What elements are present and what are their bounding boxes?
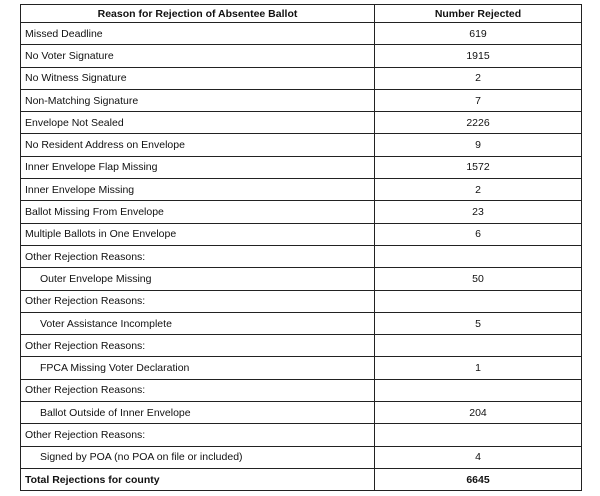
table-row bbox=[21, 156, 582, 178]
count-cell: 7 bbox=[375, 89, 582, 111]
count-cell: 1572 bbox=[375, 156, 582, 178]
table-row bbox=[21, 223, 582, 245]
count-cell: 2226 bbox=[375, 112, 582, 134]
table-row bbox=[21, 402, 582, 424]
count-cell: 2 bbox=[375, 67, 582, 89]
count-cell: 1 bbox=[375, 357, 582, 379]
reason-cell: No Witness Signature bbox=[21, 67, 375, 89]
reason-column-header: Reason for Rejection of Absentee Ballot bbox=[21, 5, 375, 23]
count-cell: 50 bbox=[375, 268, 582, 290]
table-row bbox=[21, 201, 582, 223]
count-cell: 23 bbox=[375, 201, 582, 223]
reason-cell: Inner Envelope Missing bbox=[21, 179, 375, 201]
reason-cell: Non-Matching Signature bbox=[21, 89, 375, 111]
reason-cell: Envelope Not Sealed bbox=[21, 112, 375, 134]
reason-cell: Multiple Ballots in One Envelope bbox=[21, 223, 375, 245]
header-row bbox=[21, 5, 582, 23]
reason-cell: No Voter Signature bbox=[21, 45, 375, 67]
count-cell bbox=[375, 245, 582, 267]
reason-cell: Voter Assistance Incomplete bbox=[21, 312, 375, 334]
reason-cell: Inner Envelope Flap Missing bbox=[21, 156, 375, 178]
reason-cell: Missed Deadline bbox=[21, 23, 375, 45]
table-row bbox=[21, 67, 582, 89]
reason-cell: Other Rejection Reasons: bbox=[21, 335, 375, 357]
count-cell: 9 bbox=[375, 134, 582, 156]
count-cell bbox=[375, 379, 582, 401]
table-row bbox=[21, 357, 582, 379]
rejection-table bbox=[20, 4, 582, 491]
reason-cell: Signed by POA (no POA on file or included) bbox=[21, 446, 375, 468]
reason-cell: FPCA Missing Voter Declaration bbox=[21, 357, 375, 379]
total-count: 6645 bbox=[375, 468, 582, 490]
reason-cell: Other Rejection Reasons: bbox=[21, 379, 375, 401]
table-row bbox=[21, 179, 582, 201]
table-row bbox=[21, 45, 582, 67]
total-label: Total Rejections for county bbox=[21, 468, 375, 490]
table-row bbox=[21, 89, 582, 111]
table-row bbox=[21, 112, 582, 134]
count-cell bbox=[375, 290, 582, 312]
reason-cell: Other Rejection Reasons: bbox=[21, 290, 375, 312]
count-cell: 1915 bbox=[375, 45, 582, 67]
count-cell: 6 bbox=[375, 223, 582, 245]
reason-cell: Ballot Missing From Envelope bbox=[21, 201, 375, 223]
count-cell: 5 bbox=[375, 312, 582, 334]
reason-cell: Other Rejection Reasons: bbox=[21, 424, 375, 446]
reason-cell: Other Rejection Reasons: bbox=[21, 245, 375, 267]
total-row bbox=[21, 468, 582, 490]
count-cell bbox=[375, 335, 582, 357]
table-row bbox=[21, 335, 582, 357]
reason-cell: Outer Envelope Missing bbox=[21, 268, 375, 290]
count-cell: 4 bbox=[375, 446, 582, 468]
count-column-header: Number Rejected bbox=[375, 5, 582, 23]
count-cell bbox=[375, 424, 582, 446]
reason-cell: Ballot Outside of Inner Envelope bbox=[21, 402, 375, 424]
table-row bbox=[21, 245, 582, 267]
table-row bbox=[21, 312, 582, 334]
reason-cell: No Resident Address on Envelope bbox=[21, 134, 375, 156]
table-row bbox=[21, 134, 582, 156]
table-row bbox=[21, 268, 582, 290]
count-cell: 619 bbox=[375, 23, 582, 45]
count-cell: 204 bbox=[375, 402, 582, 424]
table-row bbox=[21, 446, 582, 468]
table-body bbox=[21, 23, 582, 469]
table-row bbox=[21, 23, 582, 45]
count-cell: 2 bbox=[375, 179, 582, 201]
table-row bbox=[21, 424, 582, 446]
table-row bbox=[21, 290, 582, 312]
table-row bbox=[21, 379, 582, 401]
